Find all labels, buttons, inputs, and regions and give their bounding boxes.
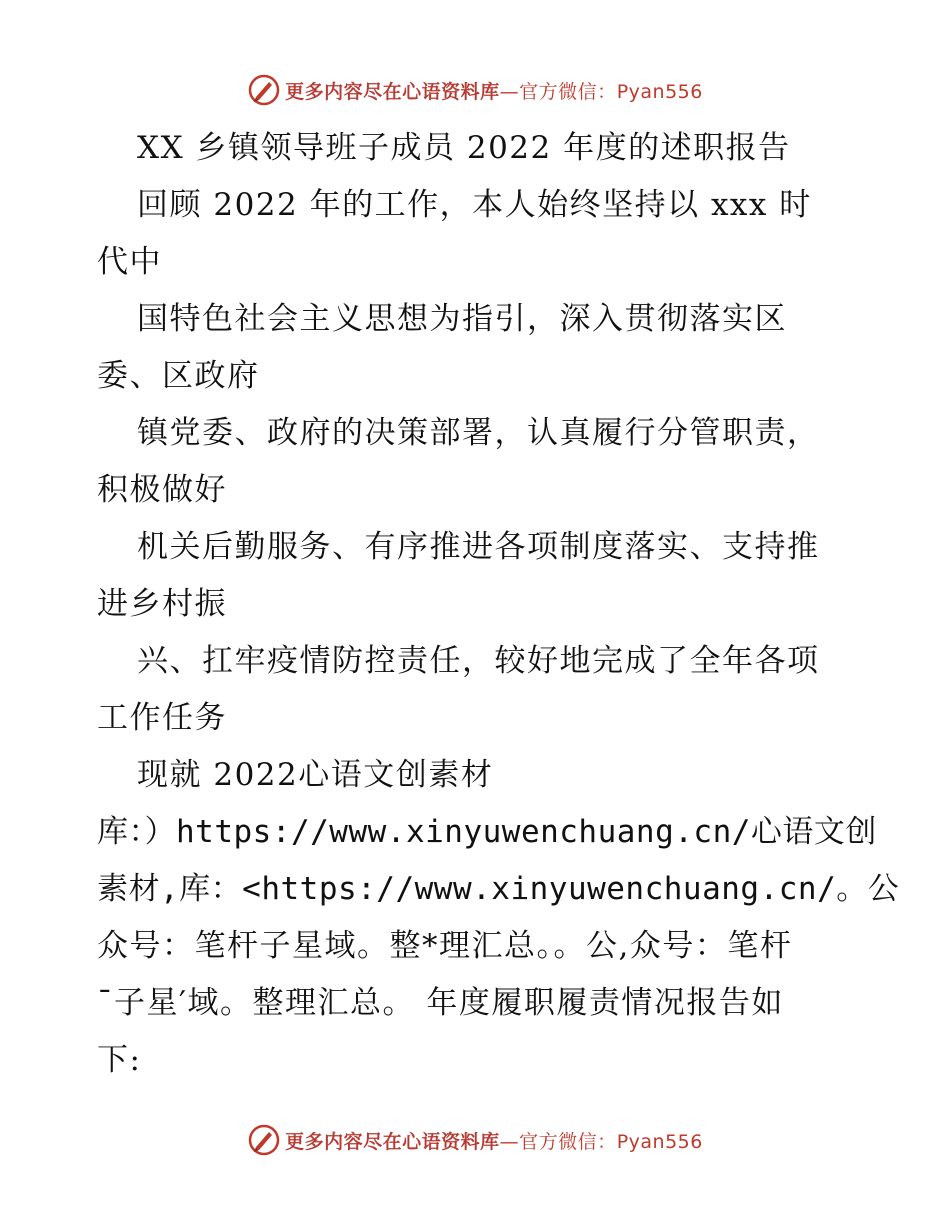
paragraph-line: 进乡村振 [97,586,227,622]
document-title: XX 乡镇领导班子成员 2022 年度的述职报告 [137,130,791,166]
paragraph-line: 镇党委、政府的决策部署，认真履行分管职责， [137,415,820,451]
watermark-wechat-id: Pyan556 [616,1130,703,1153]
paragraph-line: 下: [97,1042,142,1078]
header-watermark [0,70,950,110]
watermark-wechat-id: Pyan556 [616,80,703,103]
paragraph-line: 委、区政府 [97,358,260,394]
watermark-separator: — [499,1130,520,1153]
paragraph-line: ¯子星′域。整理汇总。 年度履职履责情况报告如 [97,985,784,1021]
document-body [97,120,900,1089]
paragraph-line: 工作任务 [97,700,227,736]
paragraph-line: 积极做好 [97,472,227,508]
watermark-brand: 更多内容尽在心语资料库 [285,80,500,103]
paragraph-line: 素材,库：<https://www.xinyuwenchuang.cn/。公 [97,871,900,907]
watermark-wechat-label: 官方微信： [519,80,617,103]
paragraph-line: 机关后勤服务、有序推进各项制度落实、支持推 [137,529,820,565]
paragraph-line: 现就 2022心语文创素材 [137,757,494,793]
paragraph-line: 回顾 2022 年的工作，本人始终坚持以 xxx 时 [137,187,812,223]
paragraph-line: 国特色社会主义思想为指引，深入贯彻落实区 [137,301,787,337]
paragraph-line: 众号：笔杆子星域。整*理汇总。。公,众号：笔杆 [97,928,793,964]
paragraph-line: 兴、扛牢疫情防控责任，较好地完成了全年各项 [137,643,820,679]
paragraph-line: 代中 [97,244,162,280]
watermark-wechat-label: 官方微信： [519,1130,617,1153]
watermark-text [285,77,703,104]
footer-watermark [0,1120,950,1160]
paragraph-line: 库：）https://www.xinyuwenchuang.cn/心语文创 [97,814,877,850]
watermark-text [285,1127,703,1154]
brand-logo-icon [247,1123,281,1157]
brand-logo-icon [247,73,281,107]
watermark-brand: 更多内容尽在心语资料库 [285,1130,500,1153]
watermark-separator: — [499,80,520,103]
